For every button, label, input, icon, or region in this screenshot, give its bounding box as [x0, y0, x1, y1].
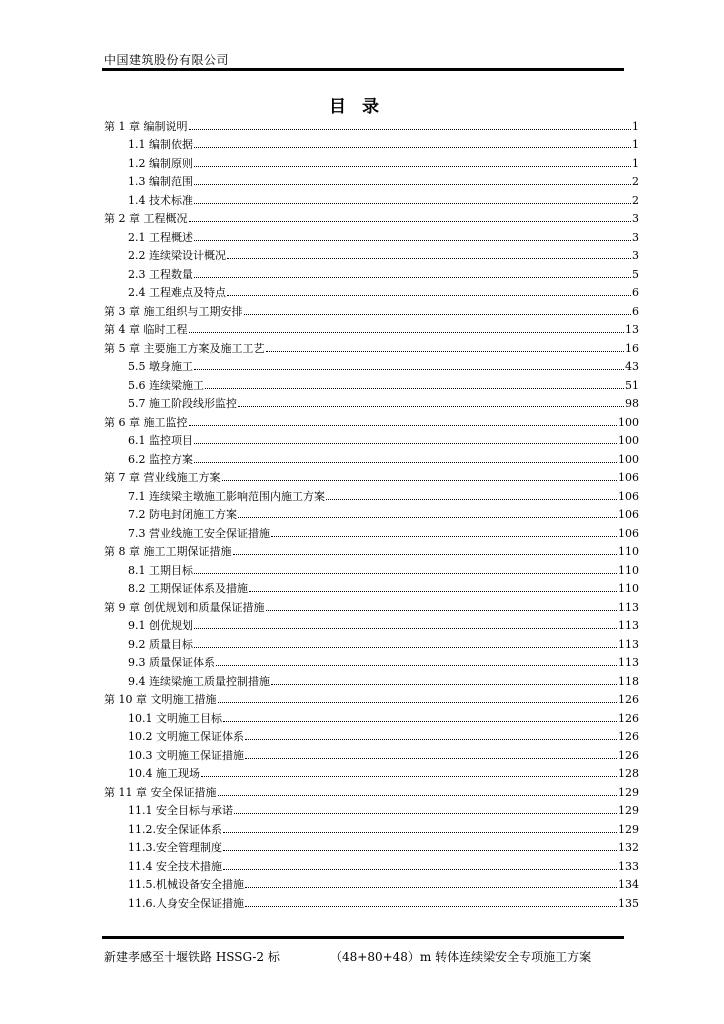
toc-entry-page: 1	[632, 156, 639, 170]
toc-entry-page: 51	[625, 378, 639, 392]
toc-entry-label: 2.3 工程数量	[128, 267, 193, 281]
toc-entry-page: 2	[632, 193, 639, 207]
toc-entry[interactable]	[104, 688, 639, 707]
toc-entry[interactable]	[104, 521, 639, 540]
toc-entry-label: 7.2 防电封闭施工方案	[128, 508, 237, 521]
toc-entry[interactable]	[104, 614, 639, 633]
toc-entry-page: 100	[618, 415, 639, 429]
toc-leader-dots	[218, 702, 618, 703]
toc-entry[interactable]	[104, 281, 639, 300]
table-of-contents	[104, 114, 639, 910]
toc-entry-page: 3	[632, 212, 639, 225]
toc-entry-page: 129	[618, 804, 639, 817]
toc-entry-page: 13	[625, 323, 639, 336]
toc-entry[interactable]	[104, 133, 639, 152]
toc-entry-page: 132	[618, 841, 639, 854]
toc-entry[interactable]	[104, 780, 639, 799]
toc-entry-page: 106	[618, 471, 639, 484]
toc-leader-dots	[194, 462, 617, 463]
toc-entry[interactable]	[104, 410, 639, 429]
toc-entry-page: 1	[632, 138, 639, 151]
toc-entry[interactable]	[104, 244, 639, 263]
header-rule	[102, 68, 624, 71]
toc-entry-label: 1.1 编制依据	[128, 138, 193, 151]
toc-entry[interactable]	[104, 336, 639, 355]
toc-entry[interactable]	[104, 651, 639, 670]
toc-leader-dots	[194, 240, 631, 241]
toc-leader-dots	[218, 795, 618, 796]
toc-leader-dots	[271, 536, 617, 537]
toc-entry-page: 3	[632, 230, 639, 244]
toc-entry[interactable]	[104, 262, 639, 281]
toc-entry-label: 1.2 编制原则	[128, 156, 193, 170]
toc-leader-dots	[245, 906, 617, 907]
toc-entry-label: 7.3 营业线施工安全保证措施	[128, 526, 270, 540]
toc-entry-label: 6.1 监控项目	[128, 434, 193, 447]
toc-leader-dots	[194, 628, 617, 629]
toc-entry-page: 118	[618, 674, 639, 688]
footer-project: 新建孝感至十堰铁路 HSSG-2 标	[104, 950, 280, 964]
toc-leader-dots	[194, 147, 631, 148]
toc-entry-page: 106	[618, 489, 639, 503]
toc-entry-label: 5.6 连续梁施工	[128, 378, 204, 392]
toc-entry[interactable]	[104, 392, 639, 411]
toc-entry-label: 10.3 文明施工保证措施	[128, 748, 244, 762]
toc-leader-dots	[223, 832, 617, 833]
toc-leader-dots	[194, 573, 617, 574]
toc-leader-dots	[223, 850, 617, 851]
toc-entry-page: 100	[618, 452, 639, 466]
toc-entry[interactable]	[104, 188, 639, 207]
toc-entry-page: 126	[618, 748, 639, 762]
toc-entry-page: 98	[625, 397, 639, 410]
toc-leader-dots	[194, 203, 631, 204]
toc-entry[interactable]	[104, 706, 639, 725]
toc-entry[interactable]	[104, 170, 639, 189]
toc-entry[interactable]	[104, 669, 639, 688]
toc-entry-label: 11.4 安全技术措施	[128, 859, 222, 873]
toc-entry-label: 第 1 章 编制说明	[104, 119, 188, 133]
toc-leader-dots	[227, 258, 631, 259]
toc-entry-page: 2	[632, 175, 639, 188]
toc-entry[interactable]	[104, 447, 639, 466]
toc-leader-dots	[233, 554, 618, 555]
toc-entry[interactable]	[104, 318, 639, 337]
toc-entry-page: 113	[618, 619, 639, 632]
toc-entry[interactable]	[104, 577, 639, 596]
toc-entry-page: 134	[618, 878, 639, 891]
toc-leader-dots	[201, 776, 617, 777]
toc-entry[interactable]	[104, 595, 639, 614]
toc-entry-label: 10.2 文明施工保证体系	[128, 730, 244, 743]
toc-entry-page: 133	[618, 859, 639, 873]
toc-entry-page: 110	[618, 582, 639, 595]
toc-leader-dots	[189, 425, 618, 426]
toc-entry-label: 8.2 工期保证体系及措施	[128, 582, 248, 595]
toc-entry-label: 第 5 章 主要施工方案及施工工艺	[104, 341, 265, 355]
toc-entry[interactable]	[104, 373, 639, 392]
toc-entry-label: 1.3 编制范围	[128, 175, 193, 188]
toc-leader-dots	[194, 647, 617, 648]
toc-entry-page: 106	[618, 508, 639, 521]
toc-entry[interactable]	[104, 799, 639, 818]
toc-entry-page: 16	[625, 341, 639, 355]
toc-entry-page: 113	[618, 600, 639, 614]
toc-entry-label: 11.5.机械设备安全措施	[128, 878, 244, 891]
toc-entry[interactable]	[104, 503, 639, 522]
toc-leader-dots	[245, 739, 617, 740]
toc-entry[interactable]	[104, 762, 639, 781]
toc-entry-page: 110	[618, 545, 639, 558]
toc-entry-page: 5	[632, 267, 639, 281]
toc-entry-page: 128	[618, 767, 639, 780]
toc-entry[interactable]	[104, 817, 639, 836]
toc-entry-label: 11.6.人身安全保证措施	[128, 896, 244, 910]
toc-entry-page: 110	[618, 563, 639, 577]
toc-leader-dots	[266, 351, 625, 352]
toc-leader-dots	[194, 369, 624, 370]
toc-entry-label: 第 11 章 安全保证措施	[104, 785, 217, 799]
toc-entry-label: 2.1 工程概述	[128, 230, 193, 244]
toc-leader-dots	[223, 721, 617, 722]
toc-entry-page: 43	[625, 360, 639, 373]
toc-leader-dots	[244, 314, 632, 315]
toc-entry[interactable]	[104, 725, 639, 744]
toc-entry-label: 第 8 章 施工工期保证措施	[104, 545, 232, 558]
toc-entry-page: 113	[618, 656, 639, 669]
toc-entry-label: 第 9 章 创优规划和质量保证措施	[104, 600, 265, 614]
header-company: 中国建筑股份有限公司	[104, 53, 230, 67]
toc-entry[interactable]	[104, 632, 639, 651]
toc-entry-page: 1	[632, 119, 639, 133]
toc-entry-label: 9.3 质量保证体系	[128, 656, 215, 669]
toc-entry-label: 第 6 章 施工监控	[104, 415, 188, 429]
toc-entry-label: 8.1 工期目标	[128, 563, 193, 577]
toc-entry-label: 11.2.安全保证体系	[128, 822, 222, 836]
toc-leader-dots	[271, 684, 617, 685]
toc-leader-dots	[194, 443, 617, 444]
toc-leader-dots	[189, 221, 632, 222]
toc-entry-page: 106	[618, 526, 639, 540]
toc-entry-label: 第 3 章 施工组织与工期安排	[104, 304, 243, 318]
toc-leader-dots	[238, 406, 624, 407]
toc-entry-page: 129	[618, 785, 639, 799]
toc-entry-label: 1.4 技术标准	[128, 193, 193, 207]
toc-entry-label: 5.5 墩身施工	[128, 360, 193, 373]
toc-entry-page: 113	[618, 637, 639, 651]
toc-entry-label: 第 10 章 文明施工措施	[104, 693, 217, 706]
toc-leader-dots	[205, 388, 624, 389]
toc-entry-page: 126	[618, 730, 639, 743]
toc-entry-label: 第 2 章 工程概况	[104, 212, 188, 225]
toc-entry[interactable]	[104, 484, 639, 503]
toc-leader-dots	[222, 480, 618, 481]
toc-entry-label: 第 4 章 临时工程	[104, 323, 188, 336]
toc-leader-dots	[238, 517, 617, 518]
toc-entry[interactable]	[104, 891, 639, 910]
toc-title: 目录	[329, 97, 395, 117]
toc-leader-dots	[245, 758, 617, 759]
toc-leader-dots	[223, 869, 617, 870]
toc-entry-page: 3	[632, 249, 639, 262]
toc-entry-label: 2.2 连续梁设计概况	[128, 249, 226, 262]
toc-entry-label: 11.1 安全目标与承诺	[128, 804, 233, 817]
toc-leader-dots	[216, 665, 617, 666]
toc-entry[interactable]	[104, 466, 639, 485]
toc-entry-label: 10.1 文明施工目标	[128, 711, 222, 725]
toc-entry[interactable]	[104, 207, 639, 226]
toc-entry-label: 5.7 施工阶段线形监控	[128, 397, 237, 410]
toc-entry-page: 6	[632, 304, 639, 318]
toc-entry[interactable]	[104, 743, 639, 762]
toc-leader-dots	[189, 332, 625, 333]
toc-entry[interactable]	[104, 355, 639, 374]
toc-entry-page: 100	[618, 434, 639, 447]
footer-document-title: （48+80+48）m 转体连续梁安全专项施工方案	[330, 950, 592, 964]
toc-leader-dots	[326, 499, 617, 500]
toc-entry-label: 2.4 工程难点及特点	[128, 286, 226, 299]
toc-entry-page: 126	[618, 711, 639, 725]
toc-entry-page: 126	[618, 693, 639, 706]
toc-entry[interactable]	[104, 114, 639, 133]
footer-rule	[102, 936, 624, 939]
toc-leader-dots	[227, 295, 631, 296]
toc-entry-label: 9.4 连续梁施工质量控制措施	[128, 674, 270, 688]
toc-entry-page: 6	[632, 286, 639, 299]
toc-leader-dots	[194, 166, 631, 167]
toc-leader-dots	[234, 813, 617, 814]
toc-leader-dots	[249, 591, 617, 592]
toc-entry-label: 第 7 章 营业线施工方案	[104, 471, 221, 484]
toc-leader-dots	[194, 277, 631, 278]
toc-entry[interactable]	[104, 836, 639, 855]
toc-leader-dots	[189, 129, 632, 130]
toc-leader-dots	[245, 887, 617, 888]
toc-entry-label: 7.1 连续梁主墩施工影响范围内施工方案	[128, 489, 325, 503]
toc-entry-label: 11.3.安全管理制度	[128, 841, 222, 854]
toc-entry[interactable]	[104, 225, 639, 244]
toc-leader-dots	[194, 184, 631, 185]
toc-entry[interactable]	[104, 299, 639, 318]
toc-entry[interactable]	[104, 540, 639, 559]
toc-entry[interactable]	[104, 429, 639, 448]
toc-entry-label: 9.1 创优规划	[128, 619, 193, 632]
toc-entry[interactable]	[104, 151, 639, 170]
toc-entry[interactable]	[104, 873, 639, 892]
toc-entry[interactable]	[104, 854, 639, 873]
toc-entry-page: 129	[618, 822, 639, 836]
toc-entry-label: 10.4 施工现场	[128, 767, 200, 780]
toc-entry[interactable]	[104, 558, 639, 577]
toc-leader-dots	[266, 610, 618, 611]
toc-entry-label: 9.2 质量目标	[128, 637, 193, 651]
toc-entry-label: 6.2 监控方案	[128, 452, 193, 466]
toc-entry-page: 135	[618, 896, 639, 910]
